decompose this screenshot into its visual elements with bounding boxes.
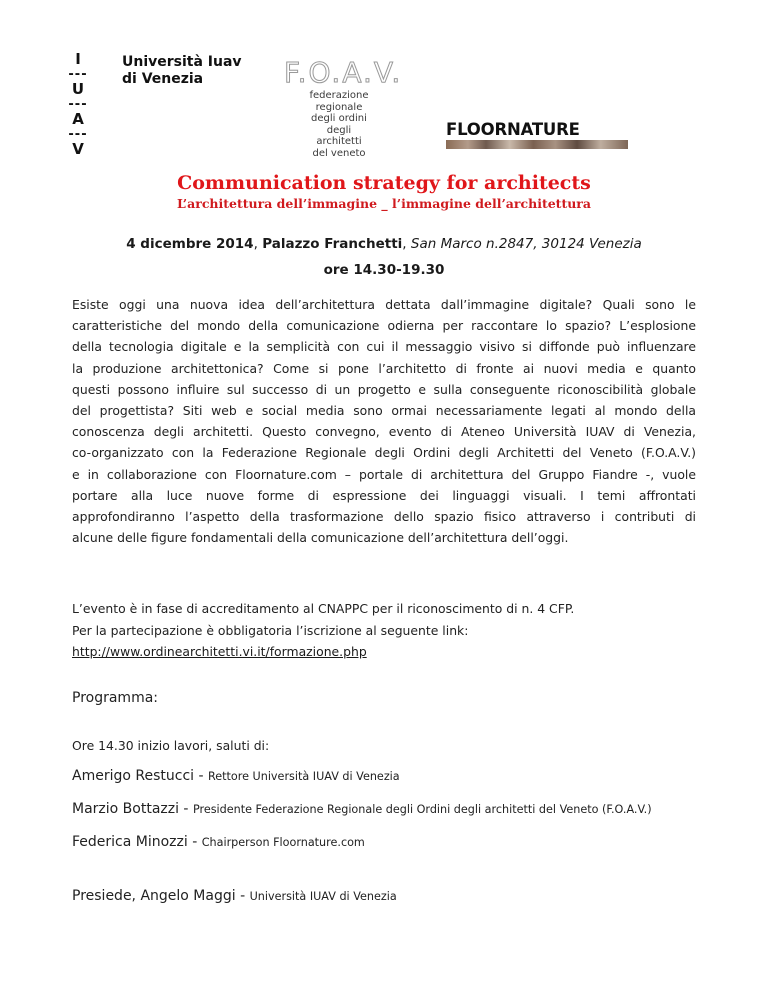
paragraph-line: caratteristiche del mondo della comunicazione odierna per raccontare lo spazio? L’esplosione bbox=[72, 318, 696, 334]
speaker-name: Marzio Bottazzi - bbox=[72, 801, 193, 817]
separator: , bbox=[402, 236, 411, 252]
iuav-logo-name bbox=[122, 54, 242, 88]
paragraph-line: della tecnologia digitale e la semplicità con cui il messaggio visivo si diffonde può influenzare bbox=[72, 339, 696, 355]
foav-logo-title: F.O.A.V. bbox=[284, 56, 403, 89]
foav-logo-subtitle bbox=[304, 90, 374, 160]
event-title: Communication strategy for architects bbox=[177, 172, 591, 194]
paragraph-line: approfondiranno l’aspetto della trasformazione dello spazio fisico attraverso i contributi di bbox=[72, 509, 696, 525]
paragraph-line: questi possono influire sul successo di un progetto e sulla conseguente riconoscibilità globale bbox=[72, 381, 696, 397]
iuav-name-line1: Università Iuav bbox=[122, 54, 242, 70]
programma-heading: Programma: bbox=[72, 690, 159, 706]
description-paragraph bbox=[72, 294, 696, 548]
accreditation-info bbox=[72, 598, 696, 663]
event-time: ore 14.30-19.30 bbox=[323, 262, 445, 278]
iuav-letter-v: V bbox=[72, 140, 84, 158]
speaker-role: Rettore Università IUAV di Venezia bbox=[207, 770, 400, 783]
foav-line: degli ordini bbox=[311, 113, 367, 125]
paragraph-line: del progettista? Siti web e social media sono ormai necessariamente legati al mondo della bbox=[72, 403, 696, 419]
paragraph-line: conoscenza degli architetti. Questo convegno, evento di Ateneo Università IUAV di Venezia, bbox=[72, 424, 696, 440]
event-address: San Marco n.2847, 30124 Venezia bbox=[410, 236, 642, 252]
chair-name: Presiede, Angelo Maggi - bbox=[72, 888, 250, 904]
floornature-logo bbox=[446, 120, 628, 149]
paragraph-line: portare alla luce nuove forme di espressione dei linguaggi visuali. I temi affrontati bbox=[72, 487, 696, 503]
programma-intro: Ore 14.30 inizio lavori, saluti di: bbox=[72, 738, 270, 753]
iuav-letter-i: I bbox=[75, 50, 81, 68]
floornature-logo-strip bbox=[446, 140, 628, 149]
paragraph-line: la produzione architettonica? Come si pone l’architetto di fronte ai nuovi media e quanto bbox=[72, 360, 696, 376]
iuav-dash: --- bbox=[68, 127, 88, 142]
registration-line: Per la partecipazione è obbligatoria l’iscrizione al seguente link: bbox=[72, 622, 469, 638]
foav-line: degli architetti bbox=[316, 124, 362, 148]
registration-link[interactable]: http://www.ordinearchitetti.vi.it/formazione.php bbox=[72, 644, 367, 659]
foav-line: regionale bbox=[315, 101, 363, 113]
paragraph-line: co-organizzato con la Federazione Regionale degli Ordini degli Architetti del Veneto (F.O.A.V.) bbox=[72, 445, 696, 461]
event-date-location bbox=[0, 236, 768, 252]
paragraph-line: Esiste oggi una nuova idea dell’architettura dettata dall’immagine digitale? Quali sono le bbox=[72, 297, 696, 312]
foav-line: federazione bbox=[309, 90, 369, 101]
iuav-logo-mark bbox=[66, 52, 90, 157]
speaker-row bbox=[72, 801, 652, 817]
chair-row bbox=[72, 888, 397, 904]
foav-line: del veneto bbox=[312, 147, 366, 159]
speaker-role: Chairperson Floornature.com bbox=[201, 836, 365, 849]
event-date: 4 dicembre 2014 bbox=[126, 236, 254, 252]
iuav-letter-u: U bbox=[71, 80, 85, 98]
iuav-dash: --- bbox=[68, 97, 88, 112]
iuav-name-line2: di Venezia bbox=[122, 71, 204, 87]
iuav-dash: --- bbox=[68, 67, 88, 82]
separator: , bbox=[253, 236, 263, 252]
paragraph-line: alcune delle figure fondamentali della comunicazione dell’architettura dell’oggi. bbox=[72, 530, 569, 546]
chair-role: Università IUAV di Venezia bbox=[249, 890, 397, 903]
accreditation-line: L’evento è in fase di accreditamento al CNAPPC per il riconoscimento di n. 4 CFP. bbox=[72, 601, 575, 616]
event-venue: Palazzo Franchetti bbox=[262, 236, 403, 252]
speaker-name: Amerigo Restucci - bbox=[72, 768, 208, 784]
speaker-row bbox=[72, 768, 400, 784]
paragraph-line: e in collaborazione con Floornature.com – portale di architettura del Gruppo Fiandre -, vuole bbox=[72, 466, 696, 482]
speaker-row bbox=[72, 834, 365, 850]
event-subtitle: L’architettura dell’immagine _ l’immagine dell’architettura bbox=[176, 196, 591, 211]
floornature-logo-text: FLOORNATURE bbox=[446, 120, 580, 139]
speaker-name: Federica Minozzi - bbox=[72, 834, 202, 850]
speaker-role: Presidente Federazione Regionale degli Ordini degli architetti del Veneto (F.O.A.V.) bbox=[192, 803, 652, 816]
iuav-letter-a: A bbox=[72, 110, 84, 128]
foav-logo bbox=[284, 56, 403, 160]
